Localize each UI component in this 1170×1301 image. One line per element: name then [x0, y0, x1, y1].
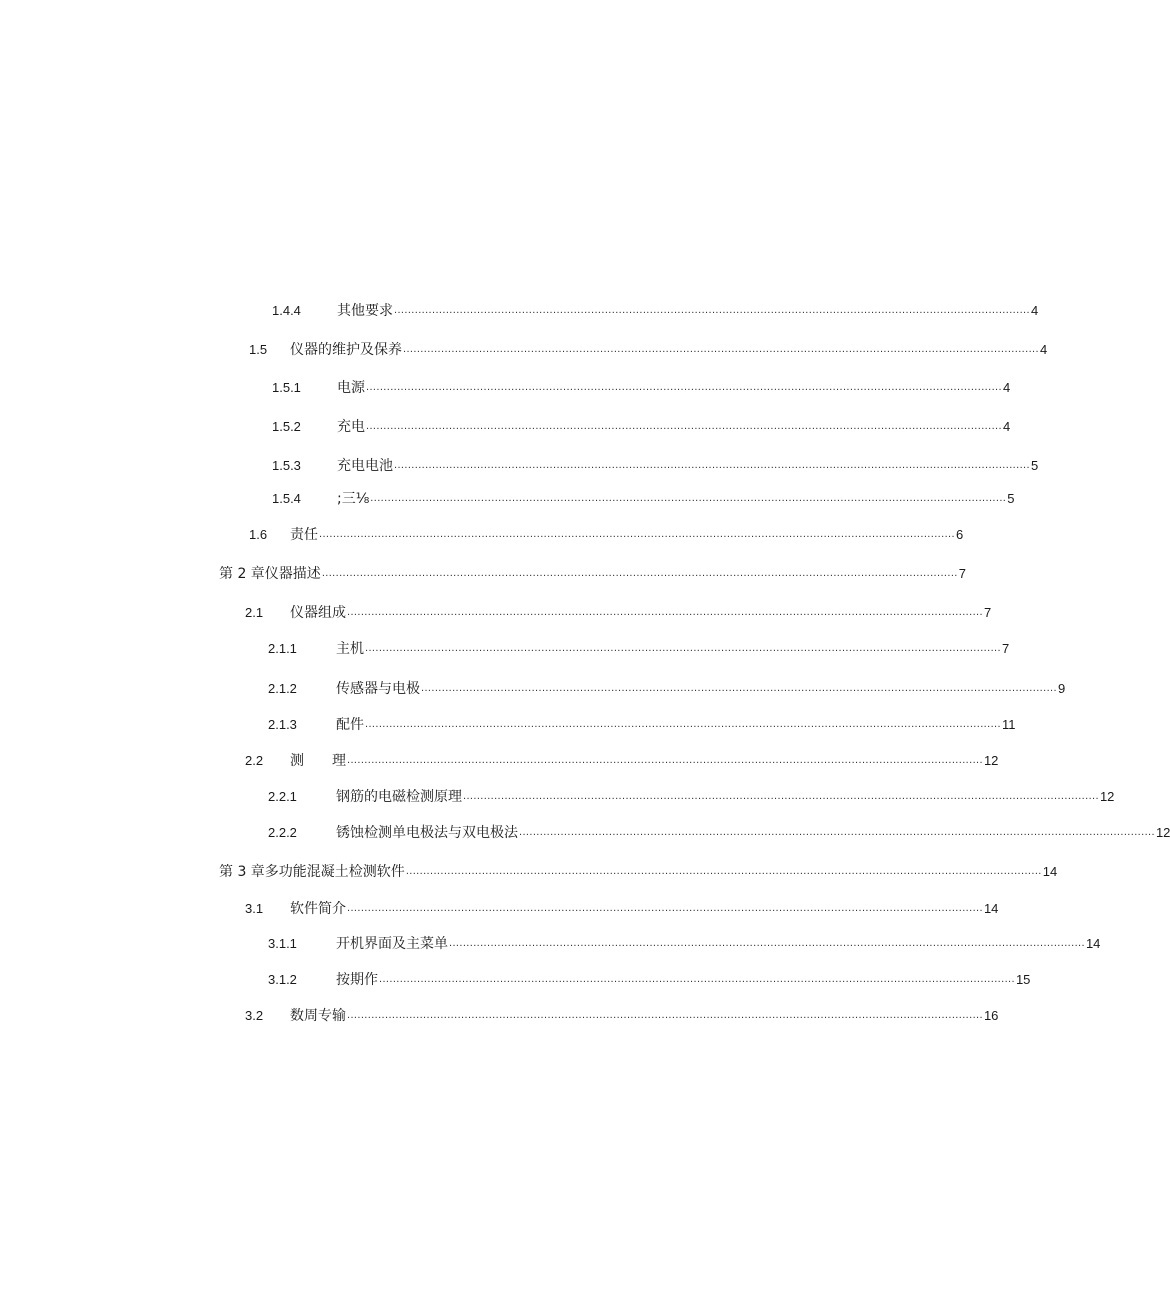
toc-entry-number: 1.6	[249, 527, 268, 542]
toc-leader-dots: ........................................................................................................................................................................................	[321, 567, 958, 579]
toc-entry-title: 传感器与电极	[336, 681, 420, 697]
toc-leader-dots: ........................................................................................................................................................................................	[347, 902, 983, 914]
toc-entry-number: 2.1.1	[268, 641, 297, 656]
toc-entry-page: 12	[1155, 825, 1170, 840]
toc-entry-page: 5	[1030, 458, 1039, 473]
toc-entry-title: 第 3 章多功能混凝土检测软件	[219, 864, 405, 880]
toc-entry-2-1-1[interactable]	[268, 636, 1010, 658]
toc-entry-number: 1.5.1	[272, 380, 301, 395]
toc-entry-page: 7	[958, 566, 966, 581]
toc-entry-2-1-3[interactable]	[268, 712, 1016, 734]
toc-leader-dots: ........................................................................................................................................................................................	[347, 606, 983, 618]
toc-entry-page: 15	[1015, 972, 1031, 987]
toc-entry-page: 14	[1085, 936, 1101, 951]
toc-entry-number: 2.1	[245, 605, 264, 620]
toc-entry-title: ;三⅛	[337, 491, 370, 507]
toc-leader-dots: ........................................................................................................................................................................................	[365, 642, 1001, 654]
toc-leader-dots: ........................................................................................................................................................................................	[394, 304, 1030, 316]
toc-entry-page: 5	[1007, 491, 1015, 506]
toc-entry-page: 7	[1001, 641, 1010, 656]
toc-entry-3-1-2[interactable]	[268, 967, 1031, 989]
toc-entry-title: 软件简介	[290, 901, 346, 917]
toc-entry-page: 4	[1030, 303, 1039, 318]
toc-leader-dots: ........................................................................................................................................................................................	[379, 973, 1015, 985]
toc-leader-dots: ........................................................................................................................................................................................	[347, 754, 983, 766]
toc-leader-dots: ........................................................................................................................................................................................	[366, 381, 1002, 393]
toc-entry-number: 2.1.2	[268, 681, 297, 696]
toc-leader-dots: ........................................................................................................................................................................................	[365, 718, 1001, 730]
toc-entry-3-1[interactable]	[245, 896, 999, 918]
toc-entry-2-2[interactable]	[245, 748, 999, 770]
toc-entry-number: 1.5.2	[272, 419, 301, 434]
toc-entry-number: 3.1.2	[268, 972, 297, 987]
toc-entry-page: 14	[983, 901, 999, 916]
toc-entry-title: 充电	[337, 419, 365, 435]
toc-entry-page: 4	[1039, 342, 1048, 357]
toc-entry-3-1-1[interactable]	[268, 931, 1101, 953]
toc-entry-title: 主机	[336, 641, 364, 657]
toc-entry-title: 责任	[290, 527, 318, 543]
toc-entry-page: 11	[1001, 717, 1016, 732]
toc-entry-number: 2.1.3	[268, 717, 297, 732]
toc-entry-page: 16	[983, 1008, 999, 1023]
toc-entry-1-6[interactable]	[249, 522, 964, 544]
toc-entry-2-2-1[interactable]	[268, 784, 1115, 806]
toc-entry-number: 3.1.1	[268, 936, 297, 951]
toc-leader-dots: ........................................................................................................................................................................................	[319, 528, 955, 540]
toc-entry-title: 按期作	[336, 972, 378, 988]
toc-entry-number: 2.2.1	[268, 789, 297, 804]
toc-leader-dots: ........................................................................................................................................................................................	[370, 492, 1007, 504]
toc-entry-page: 9	[1057, 681, 1066, 696]
toc-entry-title: 仪器的维护及保养	[290, 342, 402, 358]
toc-leader-dots: ........................................................................................................................................................................................	[394, 459, 1030, 471]
toc-entry-page: 4	[1002, 380, 1011, 395]
toc-entry-page: 4	[1002, 419, 1011, 434]
toc-leader-dots: ........................................................................................................................................................................................	[366, 420, 1002, 432]
toc-entry-title: 锈蚀检测单电极法与双电极法	[336, 825, 518, 841]
toc-entry-page: 6	[955, 527, 964, 542]
toc-entry-number: 2.2	[245, 753, 264, 768]
toc-leader-dots: ........................................................................................................................................................................................	[519, 826, 1155, 838]
toc-entry-2-2-2[interactable]	[268, 820, 1170, 842]
toc-chapter-2[interactable]	[219, 561, 966, 583]
toc-entry-number: 1.5.3	[272, 458, 301, 473]
toc-entry-title: 充电电池	[337, 458, 393, 474]
toc-entry-title: 其他要求	[337, 303, 393, 319]
toc-entry-number: 1.4.4	[272, 303, 301, 318]
toc-entry-3-2[interactable]	[245, 1003, 999, 1025]
toc-entry-title: 开机界面及主菜单	[336, 936, 448, 952]
toc-entry-1-5[interactable]	[249, 337, 1048, 359]
toc-entry-1-5-3[interactable]	[272, 453, 1039, 475]
toc-entry-1-4-4[interactable]	[272, 298, 1039, 320]
toc-entry-title: 钢筋的电磁检测原理	[336, 789, 462, 805]
toc-entry-page: 12	[983, 753, 999, 768]
toc-entry-title: 数周专输	[290, 1008, 346, 1024]
toc-entry-page: 12	[1099, 789, 1115, 804]
toc-entry-number: 1.5	[249, 342, 268, 357]
toc-entry-title: 第 2 章仪器描述	[219, 566, 321, 582]
toc-leader-dots: ........................................................................................................................................................................................	[463, 790, 1099, 802]
toc-entry-2-1[interactable]	[245, 600, 992, 622]
toc-entry-page: 7	[983, 605, 992, 620]
toc-leader-dots: ........................................................................................................................................................................................	[421, 682, 1057, 694]
toc-entry-1-5-2[interactable]	[272, 414, 1011, 436]
toc-entry-title: 电源	[337, 380, 365, 396]
toc-leader-dots: ........................................................................................................................................................................................	[347, 1009, 983, 1021]
toc-chapter-3[interactable]	[219, 859, 1058, 881]
toc-entry-2-1-2[interactable]	[268, 676, 1066, 698]
toc-entry-number: 1.5.4	[272, 491, 301, 506]
toc-entry-number: 3.2	[245, 1008, 264, 1023]
toc-entry-1-5-4[interactable]	[272, 486, 1015, 508]
toc-entry-title: 测 理	[290, 753, 346, 769]
toc-leader-dots: ........................................................................................................................................................................................	[405, 865, 1042, 877]
toc-leader-dots: ........................................................................................................................................................................................	[403, 343, 1039, 355]
toc-entry-page: 14	[1042, 864, 1058, 879]
toc-entry-1-5-1[interactable]	[272, 375, 1011, 397]
toc-entry-title: 配件	[336, 717, 364, 733]
toc-entry-number: 2.2.2	[268, 825, 297, 840]
toc-leader-dots: ........................................................................................................................................................................................	[449, 937, 1085, 949]
toc-entry-number: 3.1	[245, 901, 264, 916]
toc-entry-title: 仪器组成	[290, 605, 346, 621]
